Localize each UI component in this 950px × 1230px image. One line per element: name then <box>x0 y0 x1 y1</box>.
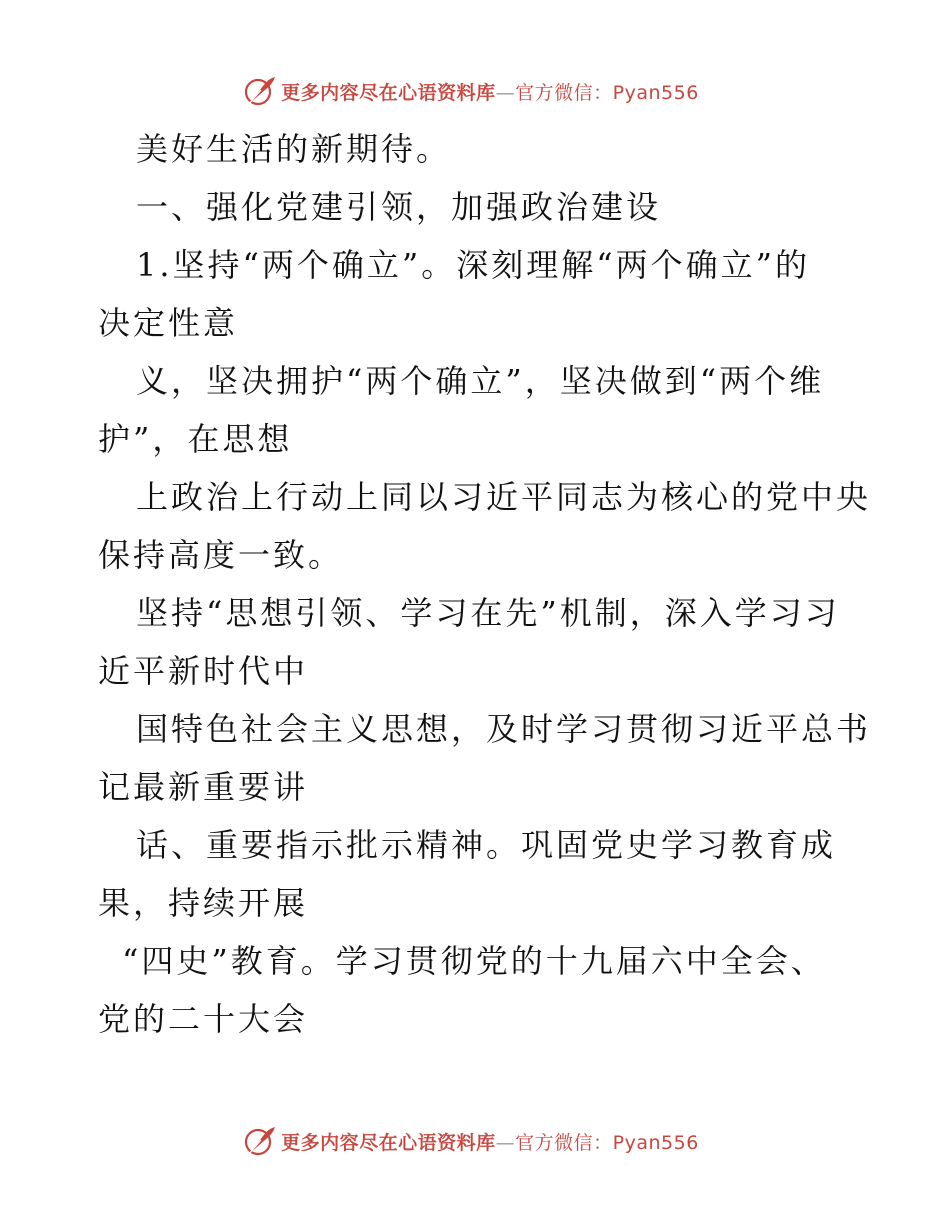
document-body <box>98 120 872 1048</box>
header-banner-text <box>281 78 699 105</box>
header-wechat: 官方微信：Pyan556 <box>515 81 699 104</box>
quill-circle-logo-icon <box>243 74 277 108</box>
footer-banner-text <box>281 1128 699 1155</box>
header-banner <box>0 71 950 111</box>
header-site-name: 更多内容尽在心语资料库 <box>281 81 496 104</box>
body-line: 坚持“思想引领、学习在先”机制，深入学习习 <box>136 594 840 632</box>
footer-banner-content <box>243 1124 699 1158</box>
body-line: 近平新时代中 <box>98 652 309 690</box>
footer-banner <box>0 1121 950 1161</box>
body-line: “四史”教育。学习贯彻党的十九届六中全会、 <box>122 942 826 980</box>
body-line: 上政治上行动上同以习近平同志为核心的党中央 <box>136 478 872 516</box>
footer-site-name: 更多内容尽在心语资料库 <box>281 1131 496 1154</box>
body-line: 保持高度一致。 <box>98 536 344 574</box>
footer-wechat: 官方微信：Pyan556 <box>515 1131 699 1154</box>
quill-circle-logo-icon <box>243 1124 277 1158</box>
body-line: 话、重要指示批示精神。巩固党史学习教育成 <box>136 826 837 864</box>
body-line: 国特色社会主义思想，及时学习贯彻习近平总书 <box>136 710 872 748</box>
body-line: 果，持续开展 <box>98 884 309 922</box>
body-line: 护”，在思想 <box>98 420 293 458</box>
body-line: 党的二十大会 <box>98 1000 309 1038</box>
body-line: 1.坚持“两个确立”。深刻理解“两个确立”的 <box>136 246 810 284</box>
body-line: 记最新重要讲 <box>98 768 309 806</box>
footer-separator: — <box>495 1131 516 1154</box>
section-heading: 一、强化党建引领，加强政治建设 <box>136 188 662 226</box>
body-line: 美好生活的新期待。 <box>136 130 452 168</box>
body-line: 义，坚决拥护“两个确立”，坚决做到“两个维 <box>136 362 825 400</box>
body-line: 决定性意 <box>98 304 239 342</box>
header-separator: — <box>495 81 516 104</box>
header-banner-content <box>243 74 699 108</box>
